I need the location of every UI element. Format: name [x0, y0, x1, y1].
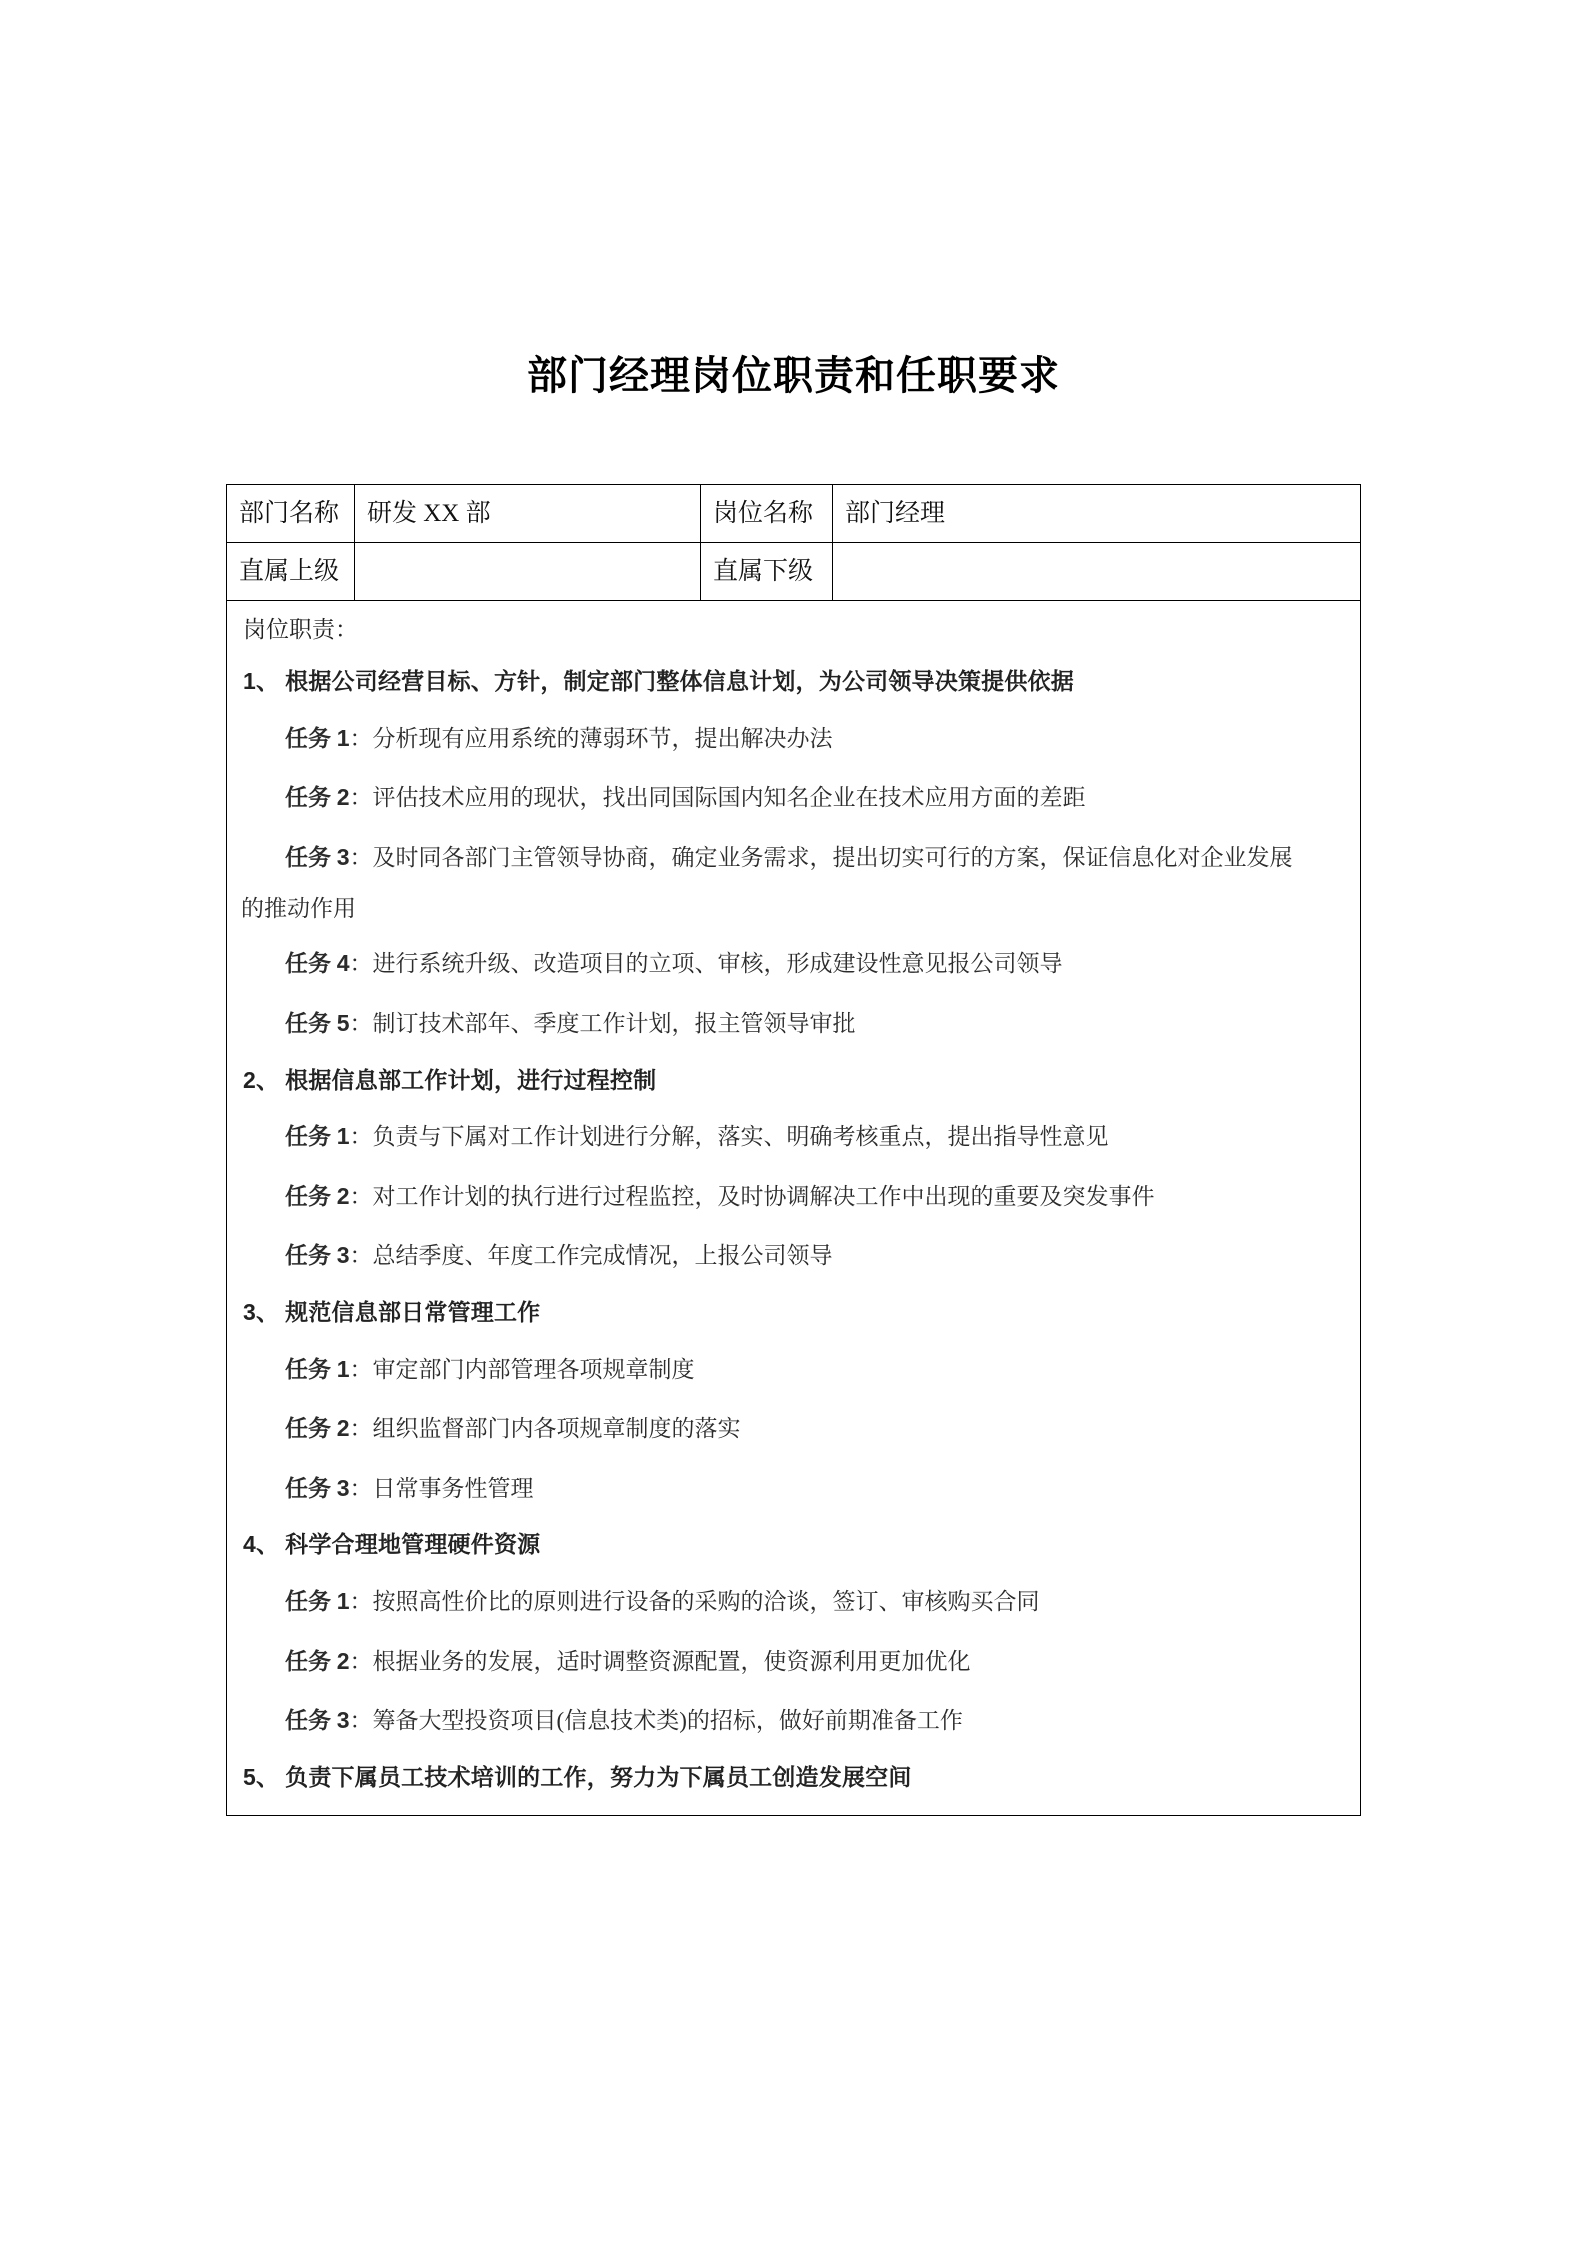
section-separator-5: 、: [256, 1764, 280, 1790]
task-number: 4: [336, 950, 350, 977]
task-label: 任务: [285, 1011, 331, 1037]
task-number: 2: [336, 1647, 350, 1674]
task-4-2: [285, 1645, 1346, 1679]
cell-subordinate-value: [833, 543, 1361, 601]
task-1-3: [241, 841, 1346, 925]
task-number: 2: [336, 1182, 350, 1209]
task-2-2: [285, 1180, 1346, 1214]
task-label: 任务: [285, 1588, 331, 1614]
task-2-3: [285, 1239, 1346, 1273]
section-heading-5: [243, 1764, 1346, 1791]
task-text: 筹备大型投资项目(信息技术类)的招标，做好前期准备工作: [372, 1708, 963, 1734]
section-separator-1: 、: [256, 669, 280, 695]
task-colon: ：: [349, 1588, 373, 1614]
task-2-1: [285, 1120, 1346, 1154]
task-number: 3: [336, 1242, 350, 1269]
task-3-1: [285, 1353, 1346, 1387]
task-colon: ：: [349, 1475, 373, 1501]
section-number-5: 5: [243, 1763, 256, 1790]
task-1-2: [285, 781, 1346, 815]
task-colon: ：: [349, 1416, 373, 1442]
task-number: 2: [336, 784, 350, 811]
section-number-3: 3: [243, 1299, 256, 1326]
task-text: 评估技术应用的现状，找出同国际国内知名企业在技术应用方面的差距: [372, 785, 1086, 811]
cell-position-label: [701, 485, 833, 543]
task-4-1: [285, 1585, 1346, 1619]
task-label: 任务: [285, 1183, 331, 1209]
task-label: 任务: [285, 725, 331, 751]
task-label: 任务: [285, 1243, 331, 1269]
section-heading-3: [243, 1299, 1346, 1326]
task-number: 3: [336, 1474, 350, 1501]
task-text: 分析现有应用系统的薄弱环节，提出解决办法: [372, 725, 833, 751]
task-text: 制订技术部年、季度工作计划，报主管领导审批: [372, 1011, 856, 1037]
section-title-2: 根据信息部工作计划，进行过程控制: [285, 1067, 657, 1093]
task-colon: ：: [349, 1183, 373, 1209]
task-text: 进行系统升级、改造项目的立项、审核，形成建设性意见报公司领导: [372, 951, 1063, 977]
task-colon: ：: [349, 1243, 373, 1269]
task-text: 及时同各部门主管领导协商，确定业务需求，提出切实可行的方案，保证信息化对企业发展: [372, 845, 1293, 871]
task-colon: ：: [349, 1356, 373, 1382]
section-heading-4: [243, 1531, 1346, 1558]
task-label: 任务: [285, 1416, 331, 1442]
section-separator-2: 、: [256, 1067, 280, 1093]
department-name-value: 研发 XX 部: [367, 499, 491, 527]
responsibilities-body: [227, 601, 1360, 1815]
section-title-3: 规范信息部日常管理工作: [285, 1300, 541, 1326]
task-text: 对工作计划的执行进行过程监控，及时协调解决工作中出现的重要及突发事件: [372, 1183, 1155, 1209]
section-separator-3: 、: [256, 1300, 280, 1326]
task-colon: ：: [349, 1011, 373, 1037]
cell-department-label: [227, 485, 355, 543]
section-number-1: 1: [243, 668, 256, 695]
task-colon: ：: [349, 951, 373, 977]
direct-subordinate-label: 直属下级: [713, 557, 814, 585]
task-colon: ：: [349, 725, 373, 751]
cell-responsibilities: [227, 601, 1361, 1816]
task-colon: ：: [349, 785, 373, 811]
task-number: 1: [336, 1587, 350, 1614]
section-separator-4: 、: [256, 1532, 280, 1558]
table-row-responsibilities: [227, 601, 1361, 1816]
position-name-label: 岗位名称: [713, 499, 814, 527]
section-heading-2: [243, 1067, 1346, 1094]
task-text: 负责与下属对工作计划进行分解，落实、明确考核重点，提出指导性意见: [372, 1124, 1109, 1150]
task-label: 任务: [285, 1648, 331, 1674]
task-number: 3: [336, 1707, 350, 1734]
cell-supervisor-value: [355, 543, 701, 601]
task-label: 任务: [285, 1708, 331, 1734]
job-description-table: [226, 484, 1361, 1816]
cell-department-value: [355, 485, 701, 543]
direct-supervisor-value: [355, 563, 700, 581]
task-1-5: [285, 1007, 1346, 1041]
task-text: 按照高性价比的原则进行设备的采购的洽谈，签订、审核购买合同: [372, 1588, 1040, 1614]
task-text: 根据业务的发展，适时调整资源配置，使资源利用更加优化: [372, 1648, 971, 1674]
task-1-1: [285, 722, 1346, 756]
section-number-2: 2: [243, 1066, 256, 1093]
cell-position-value: [833, 485, 1361, 543]
department-name-label: 部门名称: [239, 499, 340, 527]
cell-subordinate-label: [701, 543, 833, 601]
section-title-1: 根据公司经营目标、方针，制定部门整体信息计划，为公司领导决策提供依据: [285, 669, 1074, 695]
section-title-4: 科学合理地管理硬件资源: [285, 1532, 541, 1558]
task-text: 日常事务性管理: [372, 1475, 534, 1501]
direct-supervisor-label: 直属上级: [239, 557, 340, 585]
task-3-2: [285, 1412, 1346, 1446]
section-title-5: 负责下属员工技术培训的工作，努力为下属员工创造发展空间: [285, 1764, 912, 1790]
task-text: 总结季度、年度工作完成情况，上报公司领导: [372, 1243, 833, 1269]
task-label: 任务: [285, 951, 331, 977]
page-title: 部门经理岗位职责和任职要求: [527, 354, 1060, 398]
task-text: 审定部门内部管理各项规章制度: [372, 1356, 695, 1382]
table-row: [227, 543, 1361, 601]
task-number: 1: [336, 1355, 350, 1382]
task-1-4: [285, 947, 1346, 981]
task-number: 3: [336, 844, 350, 871]
task-text-continued: 的推动作用: [241, 895, 356, 921]
responsibilities-heading: 岗位职责：: [243, 617, 358, 642]
task-colon: ：: [349, 845, 373, 871]
task-label: 任务: [285, 1356, 331, 1382]
table-row: [227, 485, 1361, 543]
task-number: 1: [336, 1123, 350, 1150]
position-name-value: 部门经理: [845, 499, 946, 527]
task-number: 2: [336, 1415, 350, 1442]
task-4-3: [285, 1704, 1346, 1738]
section-number-4: 4: [243, 1531, 256, 1558]
task-colon: ：: [349, 1124, 373, 1150]
task-label: 任务: [285, 1124, 331, 1150]
task-colon: ：: [349, 1648, 373, 1674]
task-number: 5: [336, 1010, 350, 1037]
task-3-3: [285, 1472, 1346, 1506]
direct-subordinate-value: [833, 563, 1360, 581]
task-label: 任务: [285, 1475, 331, 1501]
task-label: 任务: [285, 785, 331, 811]
task-text: 组织监督部门内各项规章制度的落实: [372, 1416, 741, 1442]
task-label: 任务: [285, 845, 331, 871]
task-number: 1: [336, 724, 350, 751]
cell-supervisor-label: [227, 543, 355, 601]
task-colon: ：: [349, 1708, 373, 1734]
section-heading-1: [243, 668, 1346, 695]
